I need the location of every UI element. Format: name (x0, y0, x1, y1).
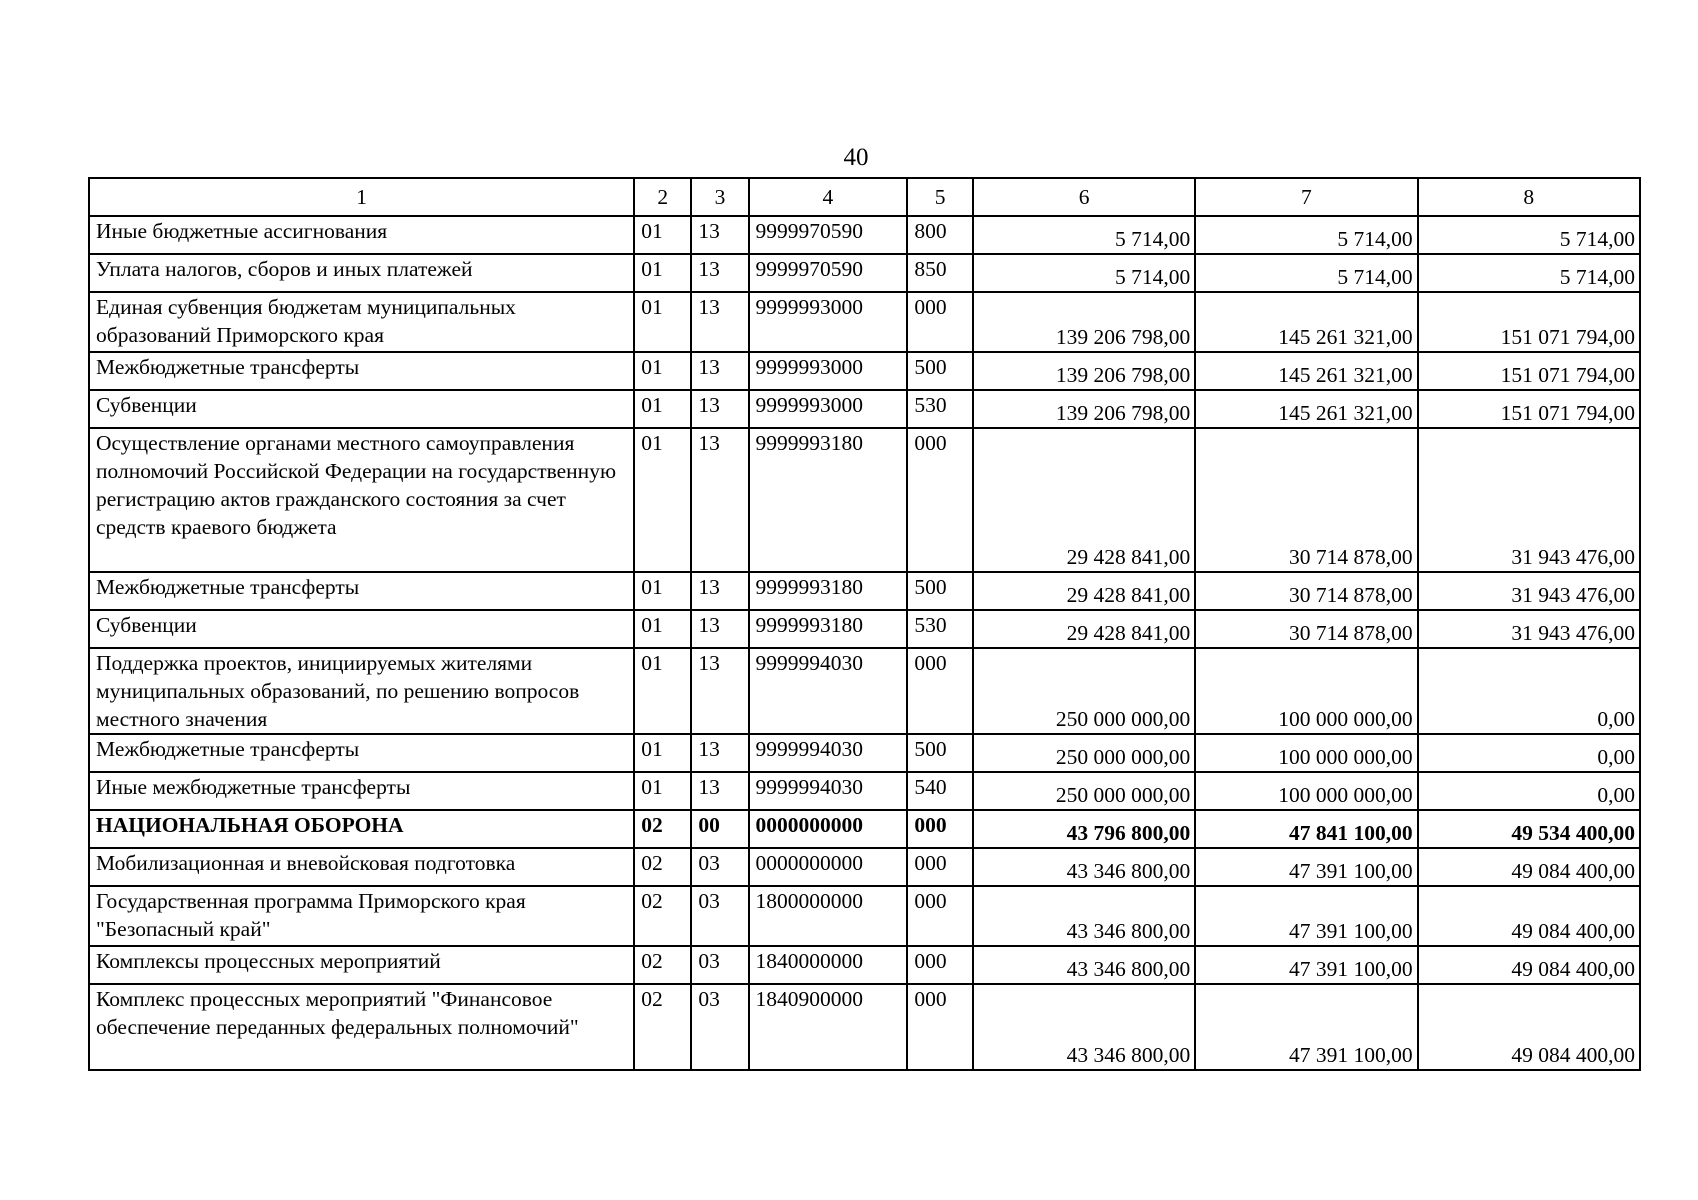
expense-type-cell: 530 (907, 610, 973, 648)
page-number: 40 (843, 144, 869, 171)
subsection-code-cell: 13 (691, 292, 748, 352)
target-article-cell: 9999993000 (749, 352, 908, 390)
amount-year2-cell: 100 000 000,00 (1195, 734, 1417, 772)
expense-type-cell: 500 (907, 352, 973, 390)
column-header-6: 6 (973, 178, 1195, 216)
target-article-cell: 0000000000 (749, 810, 908, 848)
section-code-cell: 01 (634, 772, 691, 810)
target-article-cell: 9999994030 (749, 772, 908, 810)
section-code-cell: 01 (634, 610, 691, 648)
expense-type-cell: 500 (907, 734, 973, 772)
amount-year1-cell: 139 206 798,00 (973, 390, 1195, 428)
subsection-code-cell: 13 (691, 572, 748, 610)
amount-year3-cell: 151 071 794,00 (1418, 352, 1640, 390)
amount-year3-cell: 31 943 476,00 (1418, 428, 1640, 572)
amount-year2-cell: 5 714,00 (1195, 216, 1417, 254)
amount-year2-cell: 47 391 100,00 (1195, 886, 1417, 946)
section-code-cell: 01 (634, 390, 691, 428)
row-name-cell: Поддержка проектов, инициируемых жителями муниципальных образований, по решению вопросов местного значения (89, 648, 634, 734)
amount-year1-cell: 43 346 800,00 (973, 984, 1195, 1070)
amount-year1-cell: 43 346 800,00 (973, 946, 1195, 984)
amount-year3-cell: 49 084 400,00 (1418, 848, 1640, 886)
expense-type-cell: 000 (907, 886, 973, 946)
row-name-cell: Иные бюджетные ассигнования (89, 216, 634, 254)
row-name-cell: Межбюджетные трансферты (89, 734, 634, 772)
table-row (89, 572, 1640, 610)
amount-year1-cell: 29 428 841,00 (973, 428, 1195, 572)
subsection-code-cell: 13 (691, 216, 748, 254)
expense-type-cell: 500 (907, 572, 973, 610)
row-name-cell: Межбюджетные трансферты (89, 352, 634, 390)
target-article-cell: 9999993180 (749, 428, 908, 572)
amount-year2-cell: 100 000 000,00 (1195, 772, 1417, 810)
amount-year2-cell: 30 714 878,00 (1195, 610, 1417, 648)
subsection-code-cell: 03 (691, 946, 748, 984)
column-header-8: 8 (1418, 178, 1640, 216)
section-code-cell: 02 (634, 886, 691, 946)
amount-year1-cell: 139 206 798,00 (973, 292, 1195, 352)
amount-year2-cell: 145 261 321,00 (1195, 390, 1417, 428)
table-row (89, 984, 1640, 1070)
table-row (89, 848, 1640, 886)
target-article-cell: 9999970590 (749, 216, 908, 254)
section-code-cell: 01 (634, 254, 691, 292)
table-row (89, 216, 1640, 254)
amount-year2-cell: 47 391 100,00 (1195, 848, 1417, 886)
column-header-4: 4 (749, 178, 908, 216)
amount-year3-cell: 0,00 (1418, 648, 1640, 734)
target-article-cell: 9999993000 (749, 292, 908, 352)
target-article-cell: 9999994030 (749, 648, 908, 734)
row-name-cell: НАЦИОНАЛЬНАЯ ОБОРОНА (89, 810, 634, 848)
amount-year1-cell: 250 000 000,00 (973, 648, 1195, 734)
subsection-code-cell: 13 (691, 734, 748, 772)
section-code-cell: 01 (634, 216, 691, 254)
target-article-cell: 9999994030 (749, 734, 908, 772)
table-row (89, 886, 1640, 946)
amount-year1-cell: 250 000 000,00 (973, 772, 1195, 810)
table-row (89, 254, 1640, 292)
expense-type-cell: 850 (907, 254, 973, 292)
table-row (89, 352, 1640, 390)
expense-type-cell: 000 (907, 984, 973, 1070)
expense-type-cell: 000 (907, 946, 973, 984)
budget-table (88, 177, 1641, 1071)
expense-type-cell: 000 (907, 848, 973, 886)
amount-year3-cell: 49 534 400,00 (1418, 810, 1640, 848)
expense-type-cell: 000 (907, 810, 973, 848)
expense-type-cell: 000 (907, 648, 973, 734)
section-code-cell: 02 (634, 810, 691, 848)
row-name-cell: Субвенции (89, 610, 634, 648)
section-code-cell: 01 (634, 572, 691, 610)
amount-year1-cell: 29 428 841,00 (973, 572, 1195, 610)
amount-year1-cell: 29 428 841,00 (973, 610, 1195, 648)
column-header-3: 3 (691, 178, 748, 216)
target-article-cell: 0000000000 (749, 848, 908, 886)
subsection-code-cell: 13 (691, 390, 748, 428)
table-row (89, 648, 1640, 734)
amount-year2-cell: 30 714 878,00 (1195, 572, 1417, 610)
row-name-cell: Межбюджетные трансферты (89, 572, 634, 610)
target-article-cell: 9999993180 (749, 610, 908, 648)
table-body (89, 178, 1640, 1070)
table-row (89, 390, 1640, 428)
column-header-2: 2 (634, 178, 691, 216)
target-article-cell: 9999993180 (749, 572, 908, 610)
amount-year3-cell: 0,00 (1418, 772, 1640, 810)
subsection-code-cell: 13 (691, 254, 748, 292)
amount-year2-cell: 47 391 100,00 (1195, 946, 1417, 984)
target-article-cell: 9999993000 (749, 390, 908, 428)
column-number-header-row (89, 178, 1640, 216)
table-row (89, 810, 1640, 848)
section-code-cell: 01 (634, 428, 691, 572)
amount-year1-cell: 5 714,00 (973, 216, 1195, 254)
row-name-cell: Комплекс процессных мероприятий "Финансовое обеспечение переданных федеральных полномочий" (89, 984, 634, 1070)
section-code-cell: 01 (634, 292, 691, 352)
amount-year3-cell: 0,00 (1418, 734, 1640, 772)
column-header-5: 5 (907, 178, 973, 216)
amount-year3-cell: 49 084 400,00 (1418, 886, 1640, 946)
amount-year1-cell: 139 206 798,00 (973, 352, 1195, 390)
amount-year2-cell: 145 261 321,00 (1195, 352, 1417, 390)
row-name-cell: Субвенции (89, 390, 634, 428)
section-code-cell: 02 (634, 984, 691, 1070)
column-header-1: 1 (89, 178, 634, 216)
subsection-code-cell: 13 (691, 610, 748, 648)
table-row (89, 610, 1640, 648)
row-name-cell: Мобилизационная и вневойсковая подготовка (89, 848, 634, 886)
subsection-code-cell: 13 (691, 772, 748, 810)
row-name-cell: Уплата налогов, сборов и иных платежей (89, 254, 634, 292)
expense-type-cell: 530 (907, 390, 973, 428)
expense-type-cell: 540 (907, 772, 973, 810)
row-name-cell: Осуществление органами местного самоуправления полномочий Российской Федерации на государственную регистрацию актов гражданского состояния за счет средств краевого бюджета (89, 428, 634, 572)
row-name-cell: Государственная программа Приморского края "Безопасный край" (89, 886, 634, 946)
row-name-cell: Единая субвенция бюджетам муниципальных образований Приморского края (89, 292, 634, 352)
amount-year2-cell: 47 391 100,00 (1195, 984, 1417, 1070)
section-code-cell: 01 (634, 648, 691, 734)
amount-year2-cell: 100 000 000,00 (1195, 648, 1417, 734)
table-row (89, 734, 1640, 772)
target-article-cell: 1840900000 (749, 984, 908, 1070)
target-article-cell: 9999970590 (749, 254, 908, 292)
subsection-code-cell: 13 (691, 648, 748, 734)
table-row (89, 292, 1640, 352)
amount-year3-cell: 151 071 794,00 (1418, 390, 1640, 428)
subsection-code-cell: 13 (691, 352, 748, 390)
table-row (89, 428, 1640, 572)
amount-year1-cell: 250 000 000,00 (973, 734, 1195, 772)
column-header-7: 7 (1195, 178, 1417, 216)
amount-year1-cell: 43 796 800,00 (973, 810, 1195, 848)
amount-year1-cell: 5 714,00 (973, 254, 1195, 292)
target-article-cell: 1800000000 (749, 886, 908, 946)
table-row (89, 772, 1640, 810)
row-name-cell: Иные межбюджетные трансферты (89, 772, 634, 810)
amount-year2-cell: 47 841 100,00 (1195, 810, 1417, 848)
expense-type-cell: 800 (907, 216, 973, 254)
amount-year3-cell: 31 943 476,00 (1418, 572, 1640, 610)
amount-year1-cell: 43 346 800,00 (973, 886, 1195, 946)
subsection-code-cell: 00 (691, 810, 748, 848)
amount-year2-cell: 145 261 321,00 (1195, 292, 1417, 352)
expense-type-cell: 000 (907, 428, 973, 572)
amount-year3-cell: 151 071 794,00 (1418, 292, 1640, 352)
section-code-cell: 01 (634, 352, 691, 390)
amount-year3-cell: 49 084 400,00 (1418, 984, 1640, 1070)
section-code-cell: 02 (634, 848, 691, 886)
row-name-cell: Комплексы процессных мероприятий (89, 946, 634, 984)
amount-year2-cell: 30 714 878,00 (1195, 428, 1417, 572)
subsection-code-cell: 13 (691, 428, 748, 572)
amount-year3-cell: 5 714,00 (1418, 254, 1640, 292)
target-article-cell: 1840000000 (749, 946, 908, 984)
amount-year3-cell: 31 943 476,00 (1418, 610, 1640, 648)
amount-year3-cell: 49 084 400,00 (1418, 946, 1640, 984)
subsection-code-cell: 03 (691, 848, 748, 886)
amount-year1-cell: 43 346 800,00 (973, 848, 1195, 886)
table-row (89, 946, 1640, 984)
expense-type-cell: 000 (907, 292, 973, 352)
amount-year2-cell: 5 714,00 (1195, 254, 1417, 292)
section-code-cell: 02 (634, 946, 691, 984)
amount-year3-cell: 5 714,00 (1418, 216, 1640, 254)
subsection-code-cell: 03 (691, 984, 748, 1070)
section-code-cell: 01 (634, 734, 691, 772)
subsection-code-cell: 03 (691, 886, 748, 946)
